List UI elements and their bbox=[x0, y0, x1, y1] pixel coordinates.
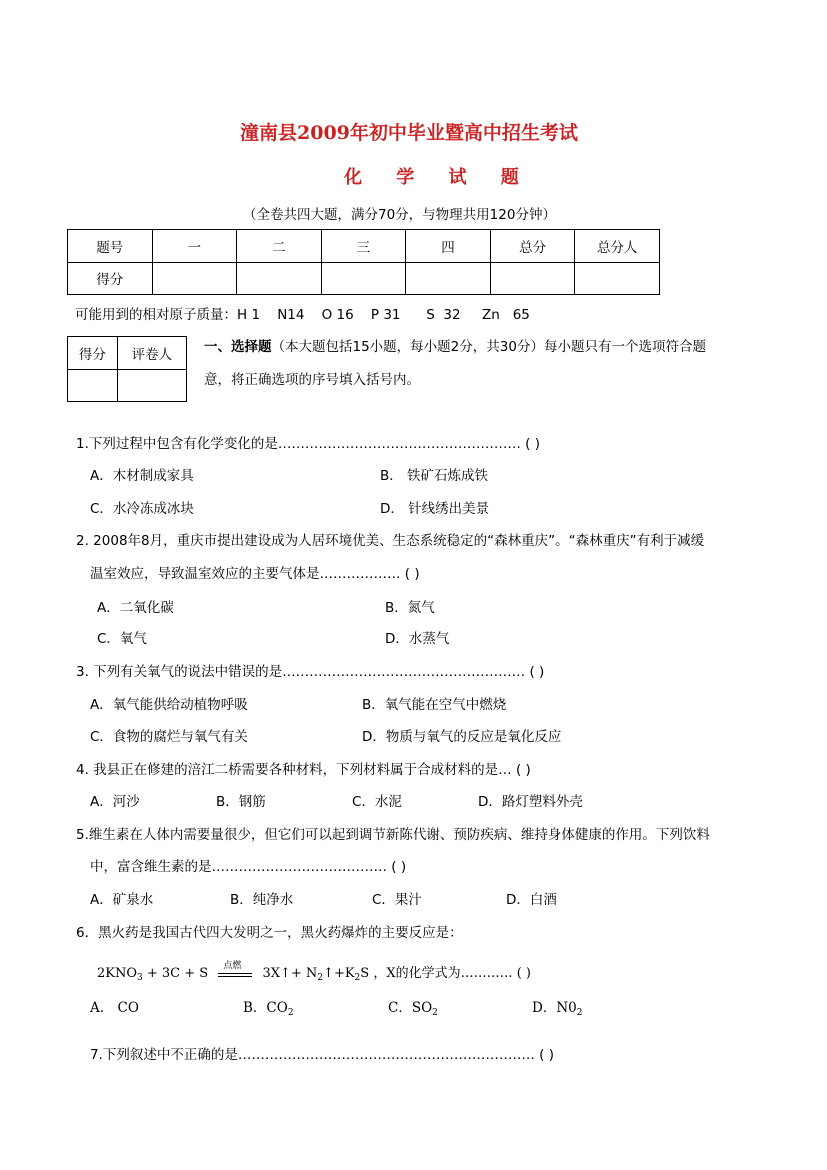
q4-stem: 4. 我县正在修建的涪江二桥需要各种材料，下列材料属于合成材料的是… ( ) bbox=[76, 762, 531, 778]
section1-line1 bbox=[204, 335, 706, 355]
q1-option-c: C．水冷冻成冰块 bbox=[90, 501, 194, 517]
equation-reactant: 2KNO bbox=[97, 966, 138, 981]
q2-stem-line1: 2. 2008年8月，重庆市提出建设成为人居环境优美、生态系统稳定的“森林重庆”。“森林重庆”有利于减缓 bbox=[76, 533, 705, 549]
q6-option-b bbox=[243, 996, 294, 1018]
grader-box-grader-label: 评卷人 bbox=[117, 337, 186, 370]
exam-subtitle: 化 学 试 题 bbox=[344, 167, 533, 188]
score-cell bbox=[406, 262, 491, 295]
option-text: B．CO bbox=[243, 1000, 288, 1016]
q5-option-c: C．果汁 bbox=[372, 892, 422, 908]
score-cell bbox=[237, 262, 322, 295]
score-cell bbox=[490, 262, 575, 295]
score-table-row-label: 得分 bbox=[68, 262, 153, 295]
q1-option-a: A．木材制成家具 bbox=[90, 468, 194, 484]
q5-stem-line1: 5.维生素在人体内需要量很少，但它们可以起到调节新陈代谢、预防疾病、维持身体健康的作用。下列饮料 bbox=[76, 827, 710, 843]
section1-heading: 一、选择题 bbox=[204, 339, 272, 355]
score-table-header: 三 bbox=[321, 230, 406, 263]
score-cell bbox=[152, 262, 237, 295]
score-cell bbox=[575, 262, 660, 295]
q2-option-a: A．二氧化碳 bbox=[97, 600, 174, 616]
q6-equation bbox=[97, 962, 531, 983]
grader-box-cell bbox=[68, 369, 118, 402]
score-table-header: 一 bbox=[152, 230, 237, 263]
exam-note: （全卷共四大题，满分70分，与物理共用120分钟） bbox=[243, 207, 556, 223]
equation-subscript: 2 bbox=[354, 973, 361, 983]
q3-stem: 3. 下列有关氧气的说法中错误的是……………………………………………… ( ) bbox=[76, 664, 545, 680]
q5-stem-line2: 中，富含维生素的是………………………………… ( ) bbox=[90, 859, 407, 875]
q4-option-a: A．河沙 bbox=[90, 794, 140, 810]
q3-option-d: D．物质与氧气的反应是氧化反应 bbox=[362, 729, 562, 745]
score-table bbox=[67, 229, 660, 295]
reaction-condition: 点燃 bbox=[223, 960, 242, 971]
q6-option-c bbox=[388, 996, 438, 1018]
score-table-header: 题号 bbox=[68, 230, 153, 263]
q3-option-a: A．氧气能供给动植物呼吸 bbox=[90, 697, 248, 713]
q7-stem: 7.下列叙述中不正确的是………………………………………………………… ( ) bbox=[90, 1047, 554, 1063]
q3-option-c: C．食物的腐烂与氧气有关 bbox=[90, 729, 248, 745]
q3-option-b: B．氧气能在空气中燃烧 bbox=[362, 697, 507, 713]
atomic-masses: 可能用到的相对原子质量：H 1 N14 O 16 P 31 S 32 Zn 65 bbox=[75, 307, 530, 323]
equals-sign-icon bbox=[218, 960, 252, 981]
grader-box-score-label: 得分 bbox=[68, 337, 118, 370]
grader-box-cell bbox=[117, 369, 186, 402]
q1-option-b: B． 铁矿石炼成铁 bbox=[380, 468, 489, 484]
q5-option-a: A．矿泉水 bbox=[90, 892, 154, 908]
equation-reactant: + 3C + S bbox=[142, 966, 209, 981]
equation-product: ↑+K bbox=[323, 966, 355, 981]
q2-stem-line2: 温室效应，导致温室效应的主要气体是……………… ( ) bbox=[90, 566, 420, 582]
option-text: C．SO bbox=[388, 1000, 433, 1016]
exam-title: 潼南县2009年初中毕业暨高中招生考试 bbox=[240, 122, 578, 144]
score-table-header: 二 bbox=[237, 230, 322, 263]
equation-subscript: 2 bbox=[317, 973, 324, 983]
option-text: D．N0 bbox=[532, 1000, 577, 1016]
score-table-header: 四 bbox=[406, 230, 491, 263]
q1-option-d: D． 针线绣出美景 bbox=[380, 501, 490, 517]
score-table-header: 总分人 bbox=[575, 230, 660, 263]
q1-stem: 1.下列过程中包含有化学变化的是……………………………………………… ( ) bbox=[76, 436, 540, 452]
q5-option-d: D．白酒 bbox=[506, 892, 557, 908]
q4-option-d: D．路灯塑料外壳 bbox=[478, 794, 583, 810]
score-table-header: 总分 bbox=[490, 230, 575, 263]
equation-product: 3X↑+ N bbox=[262, 966, 318, 981]
q5-option-b: B．纯净水 bbox=[230, 892, 294, 908]
option-subscript: 2 bbox=[576, 1008, 583, 1018]
q6-option-a: A． CO bbox=[90, 1000, 139, 1016]
q4-option-c: C．水泥 bbox=[352, 794, 402, 810]
equation-product: S ，X的化学式为………… ( ) bbox=[360, 966, 531, 981]
q2-option-b: B．氮气 bbox=[385, 600, 435, 616]
q4-option-b: B．钢筋 bbox=[216, 794, 266, 810]
section1-text: （本大题包括15小题，每小题2分，共30分）每小题只有一个选项符合题 bbox=[271, 339, 706, 355]
q6-stem: 6．黑火药是我国古代四大发明之一，黑火药爆炸的主要反应是： bbox=[76, 925, 463, 941]
section1-line2: 意，将正确选项的序号填入括号内。 bbox=[204, 372, 420, 388]
q2-option-d: D．水蒸气 bbox=[385, 631, 450, 647]
option-subscript: 2 bbox=[287, 1008, 294, 1018]
grader-box bbox=[67, 336, 187, 402]
score-cell bbox=[321, 262, 406, 295]
option-subscript: 2 bbox=[432, 1008, 438, 1018]
q6-option-d bbox=[532, 996, 582, 1018]
q2-option-c: C．氧气 bbox=[97, 631, 147, 647]
equation-subscript: 3 bbox=[137, 973, 143, 983]
